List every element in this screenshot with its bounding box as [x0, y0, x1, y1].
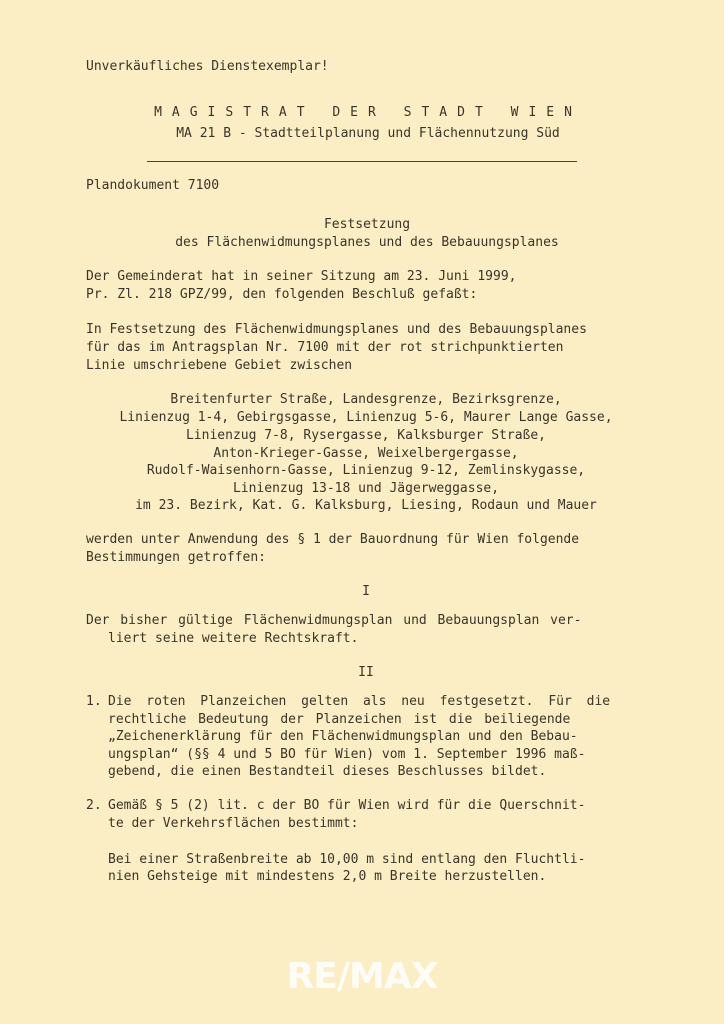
intro-line-1: Der Gemeinderat hat in seiner Sitzung am 23. Juni 1999, [86, 269, 517, 284]
section-1-line-2: liert seine weitere Rechtskraft. [108, 631, 359, 646]
item-1-line: Die roten Planzeichen gelten als neu festgesetzt. Für die [108, 694, 611, 709]
item-2-sub-line: Bei einer Straßenbreite ab 10,00 m sind entlang den Fluchtli- [108, 852, 586, 867]
document-title-line-1: Festsetzung [323, 217, 411, 232]
boundary-line: Breitenfurter Straße, Landesgrenze, Bezirksgrenze, [170, 392, 562, 407]
not-for-sale-note: Unverkäufliches Dienstexemplar! [86, 59, 329, 74]
provisions-intro-line-2: Bestimmungen getroffen: [86, 550, 267, 565]
item-1-line: „Zeichenerklärung für den Flächenwidmungsplan und den Bebau- [108, 729, 578, 744]
scope-line-3: Linie umschriebene Gebiet zwischen [86, 358, 353, 373]
plan-document-number: Plandokument 7100 [86, 178, 220, 193]
boundary-line: Linienzug 13-18 und Jägerweggasse, [232, 481, 500, 496]
intro-line-2: Pr. Zl. 218 GPZ/99, den folgenden Beschluß gefaßt: [86, 287, 478, 302]
boundary-line: Linienzug 7-8, Rysergasse, Kalksburger Straße, [185, 428, 547, 443]
section-heading-1: I [362, 584, 370, 599]
boundary-line: im 23. Bezirk, Kat. G. Kalksburg, Liesing, Rodaun und Mauer [135, 498, 597, 513]
department-heading: MA 21 B - Stadtteilplanung und Flächennutzung Süd [176, 126, 560, 141]
item-1-line: rechtliche Bedeutung der Planzeichen ist die beiliegende [108, 712, 571, 727]
section-1-line-1: Der bisher gültige Flächenwidmungsplan und Bebauungsplan ver- [86, 613, 582, 628]
item-2-number: 2. [86, 798, 102, 813]
boundary-line: Linienzug 1-4, Gebirgsgasse, Linienzug 5-6, Maurer Lange Gasse, [119, 410, 613, 425]
item-2-line: Gemäß § 5 (2) lit. c der BO für Wien wird für die Querschnit- [108, 798, 586, 813]
provisions-intro-line-1: werden unter Anwendung des § 1 der Bauordnung für Wien folgende [86, 532, 580, 547]
item-2-sub-line: nien Gehsteige mit mindestens 2,0 m Breite herzustellen. [108, 869, 547, 884]
authority-heading: MAGISTRAT DER STADT WIEN [154, 105, 582, 120]
section-heading-2: II [358, 665, 374, 680]
boundary-line: Rudolf-Waisenhorn-Gasse, Linienzug 9-12, Zemlinskygasse, [146, 463, 586, 478]
boundary-line: Anton-Krieger-Gasse, Weixelbergergasse, [213, 446, 519, 461]
item-1-line: ungsplan“ (§§ 4 und 5 BO für Wien) vom 1. September 1996 maß- [108, 747, 586, 762]
item-1-line: gebend, die einen Bestandteil dieses Beschlusses bildet. [108, 764, 547, 779]
document-title-line-2: des Flächenwidmungsplanes und des Bebauungsplanes [175, 235, 559, 250]
item-2-line: te der Verkehrsflächen bestimmt: [108, 816, 359, 831]
scope-line-2: für das im Antragsplan Nr. 7100 mit der rot strichpunktierten [86, 340, 564, 355]
item-1-number: 1. [86, 694, 102, 709]
header-divider [147, 161, 577, 162]
remax-watermark-logo: RE/MAX [286, 956, 438, 997]
scope-line-1: In Festsetzung des Flächenwidmungsplanes und des Bebauungsplanes [86, 322, 587, 337]
